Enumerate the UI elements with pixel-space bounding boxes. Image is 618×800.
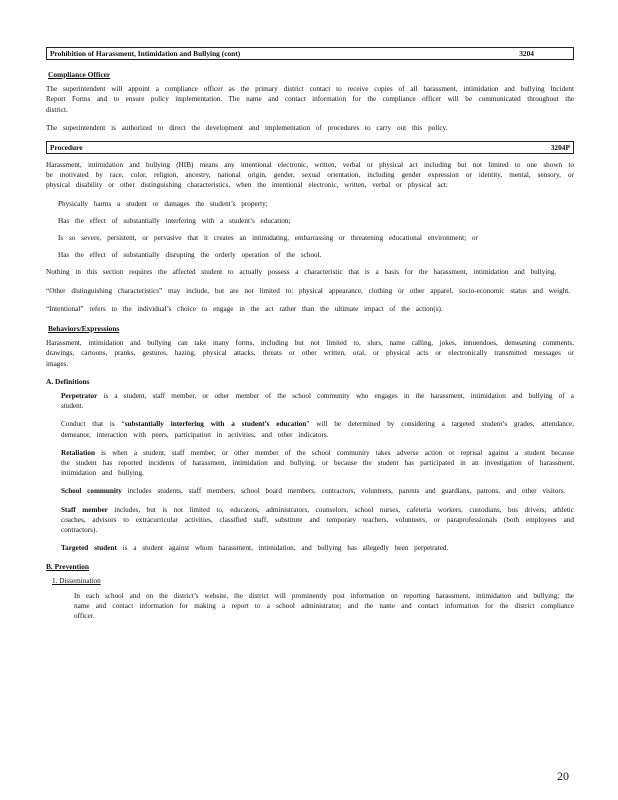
hib-definition-paragraph: Harassment, intimidation and bullying (HIB) means any intentional electronic, written, verbal or physical act including but not limited to one shown to be motivated by race, color, religion, ancestry, national origin, gender, sexual orientation, including gender expression or identity, mental, sensory, or physical disability or other distinguishing characteristics, when the intentional electronic, written, verbal or physical act: (46, 161, 574, 190)
bullet-icon (46, 233, 58, 243)
list-item (46, 233, 574, 243)
bullet-text: Physically harms a student or damages the student’s property; (58, 199, 268, 208)
policy-header-bar (46, 47, 574, 60)
behaviors-paragraph: Harassment, intimidation and bullying can take many forms, including but not limited to, slurs, name calling, jokes, innuendoes, demeaning comments, drawings, cartoons, pranks, gestures, hazing, physical attacks, threats or other written, oral, or physical acts or electronically transmitted messages or images. (46, 339, 574, 368)
text-staff-member: includes, but is not limited to, educators, administrators, counselors, school nurses, cafeteria workers, custodians, bus drivers, athletic coaches, advisors to extracurricular activities, classified staff, substitute and temporary teachers, volunteers, or paraprofessionals (both employees and contractors). (61, 505, 574, 535)
text-targeted-student: is a student against whom harassment, intimidation, and bullying has allegedly been perpetrated. (116, 544, 449, 553)
bullet-icon (46, 199, 58, 209)
text-conduct-post: ” will be determined by considering a targeted student’s grades, attendance, demeanor, interaction with peers, participation in activities, and other indicators. (61, 420, 575, 439)
definition-staff-member (61, 505, 574, 536)
bullet-icon (46, 250, 58, 260)
page-number: 20 (557, 769, 569, 783)
compliance-paragraph-1: The superintendent will appoint a compliance officer as the primary district contact to receive copies of all harassment, intimidation and bullying Incident Report Forms and to ensure policy implementation. The name and contact information for the compliance officer will be communicated throughout the district. (46, 85, 574, 114)
term-targeted-student: Targeted student (61, 544, 117, 553)
behaviors-heading: Behaviors/Expressions (48, 324, 120, 334)
bullet-text: Has the effect of substantially disrupting the orderly operation of the school. (58, 251, 322, 260)
definition-perpetrator (61, 391, 574, 411)
list-item (46, 199, 574, 209)
term-staff-member: Staff member (61, 505, 108, 514)
procedure-number: 3204P (550, 143, 570, 153)
dissemination-subheading: 1. Dissemination (52, 576, 101, 585)
definition-conduct (61, 419, 574, 439)
definition-targeted-student (61, 543, 574, 553)
definition-retaliation (61, 448, 574, 479)
list-item (46, 250, 574, 260)
definitions-heading: A. Definitions (46, 376, 90, 386)
procedure-title: Procedure (50, 143, 83, 153)
policy-number: 3204 (519, 49, 534, 58)
term-retaliation: Retaliation (61, 448, 95, 457)
bullet-icon (46, 216, 58, 226)
compliance-paragraph-2: The superintendent is authorized to direct the development and implementation of procedures to carry out this policy. (46, 123, 448, 132)
prevention-heading: B. Prevention (46, 561, 89, 571)
term-substantially-interfering: substantially interfering with a student’s education (124, 420, 307, 429)
text-retaliation: is when a student, staff member, or other member of the school community takes adverse action or reprisal against a student because the student has reported incidents of harassment, intimidation and bullying, or because the student has participated in an investigation of harassment, intimidation and bullying. (61, 448, 574, 478)
procedure-header-bar (46, 141, 574, 154)
list-item (46, 216, 574, 226)
definition-school-community (61, 486, 574, 496)
term-perpetrator: Perpetrator (61, 392, 98, 401)
procedure-paragraph-2: Nothing in this section requires the affected student to actually possess a characteristic that is a basis for the harassment, intimidation and bullying. (46, 268, 557, 277)
document-page (46, 47, 574, 630)
bullet-text: Has the effect of substantially interfering with a student’s education; (58, 216, 291, 225)
text-school-community: includes students, staff members, school board members, contractors, volunteers, parents and guardians, patrons, and other visitors. (121, 487, 566, 496)
policy-title: Prohibition of Harassment, Intimidation and Bullying (cont) (50, 49, 241, 58)
term-school-community: School community (61, 487, 122, 496)
procedure-paragraph-3: “Other distinguishing characteristics” may include, but are not limited to: physical appearance, clothing or other apparel, socio-economic status and weight. (46, 286, 571, 295)
dissemination-paragraph: In each school and on the district’s website, the district will prominently post information on reporting harassment, intimidation and bullying; the name and contact information for making a report to a school administrator; and the name and contact information for the district compliance officer. (74, 591, 574, 621)
definitions-list (46, 391, 574, 553)
procedure-paragraph-4: “Intentional” refers to the individual’s choice to engage in the act rather than the ultimate impact of the action(s). (46, 304, 443, 313)
text-conduct-pre: Conduct that is “ (61, 420, 125, 429)
text-perpetrator: is a student, staff member, or other member of the school community who engages in the harassment, intimidation and bullying of a student. (61, 392, 574, 411)
compliance-officer-heading: Compliance Officer (48, 70, 111, 79)
bullet-text: Is so severe, persistent, or pervasive that it creates an intimidating, embarrassing or threatening educational environment; or (58, 234, 478, 243)
